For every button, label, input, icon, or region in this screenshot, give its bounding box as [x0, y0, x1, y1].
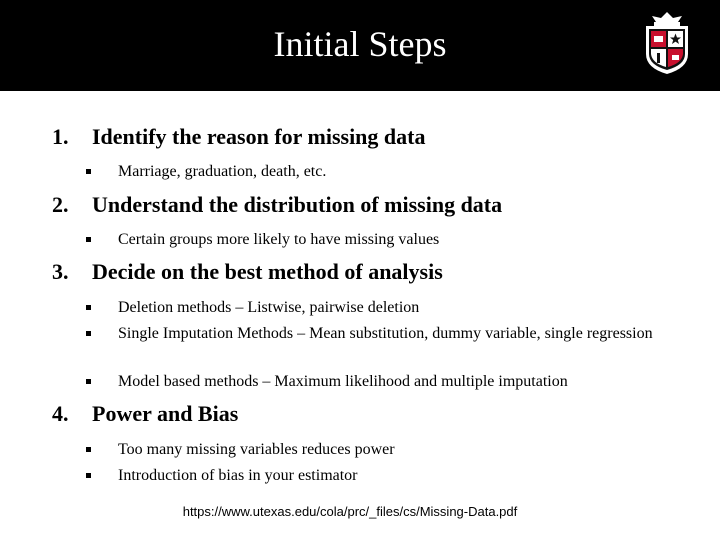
step-number: 3.	[52, 259, 69, 284]
bullet-text: Marriage, graduation, death, etc.	[118, 163, 327, 180]
bullet-square-icon	[86, 331, 91, 336]
bullet-text: Certain groups more likely to have missing values	[118, 231, 440, 248]
bullet-text: Too many missing variables reduces power	[118, 441, 395, 458]
bullet-text: Deletion methods – Listwise, pairwise deletion	[118, 299, 420, 316]
bullet-text: Introduction of bias in your estimator	[118, 467, 358, 484]
bullet-text: Single Imputation Methods – Mean substitution, dummy variable, single regression	[118, 325, 653, 342]
bullet-square-icon	[86, 305, 91, 310]
slide-title: Initial Steps	[273, 24, 447, 64]
bullet-square-icon	[86, 379, 91, 384]
step-heading: Decide on the best method of analysis	[92, 259, 443, 284]
step-number: 4.	[52, 401, 69, 426]
source-link[interactable]: https://www.utexas.edu/cola/prc/_files/cs/Missing-Data.pdf	[182, 504, 518, 519]
bullet-square-icon	[86, 447, 91, 452]
step-heading: Identify the reason for missing data	[92, 124, 426, 149]
step-heading: Understand the distribution of missing data	[92, 192, 503, 217]
step-heading: Power and Bias	[92, 401, 239, 426]
bullet-text: Model based methods – Maximum likelihood and multiple imputation	[118, 373, 568, 390]
step-number: 2.	[52, 192, 69, 217]
bullet-square-icon	[86, 169, 91, 174]
bullet-square-icon	[86, 237, 91, 242]
step-number: 1.	[52, 124, 69, 149]
bullet-square-icon	[86, 473, 91, 478]
